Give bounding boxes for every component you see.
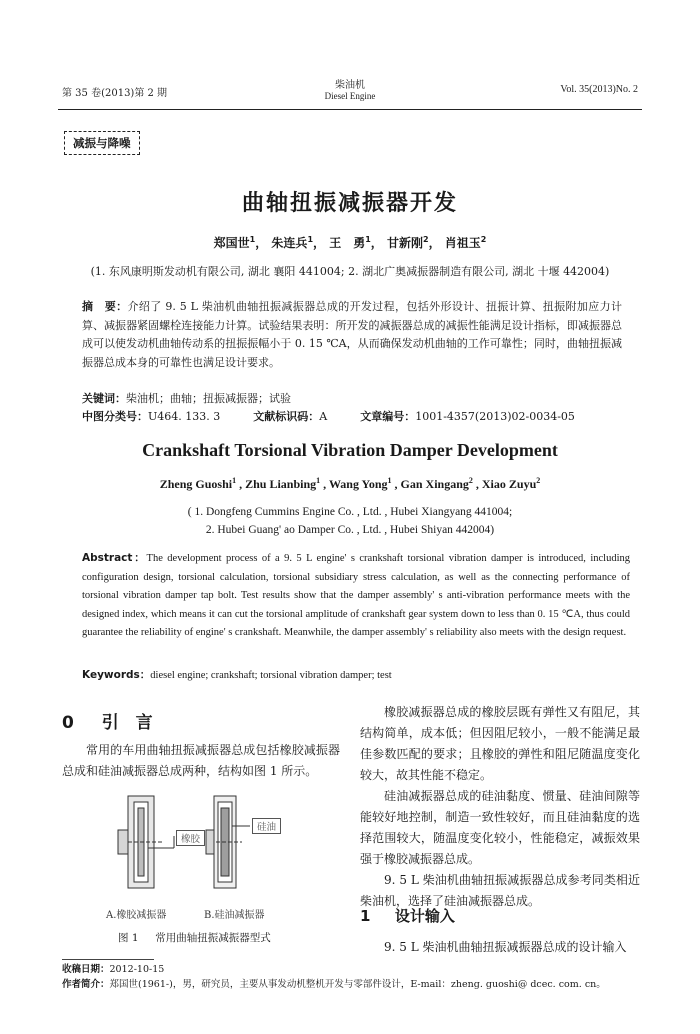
paper-title-cn: 曲轴扭振减振器开发 xyxy=(241,191,458,216)
author-cn: 肖祖玉 xyxy=(444,236,481,250)
section-0-heading xyxy=(62,708,153,733)
author-mark: 2 xyxy=(423,235,429,244)
section-1-heading xyxy=(360,905,455,926)
header-journal-en: Diesel Engine xyxy=(324,91,376,101)
selection-paragraph: 9. 5 L 柴油机曲轴扭振减振器总成参考同类相近柴油机，选择了硅油减振器总成。 xyxy=(360,873,640,908)
affiliation-en-2: 2. Hubei Guang' ao Damper Co. , Ltd. , Hubei Shiyan 442004) xyxy=(205,524,495,536)
author-mark: 2 xyxy=(536,476,541,485)
keywords-cn xyxy=(82,390,622,409)
rubber-paragraph: 橡胶减振器总成的橡胶层既有弹性又有阻尼，其结构简单，成本低；但因阻尼较小，一般不能满足最佳参数匹配的要求；且橡胶的弹性和阻尼随温度变化较大，故其性能不稳定。 xyxy=(360,705,640,782)
author-mark: 1 xyxy=(307,235,314,244)
author-info-label: 作者简介： xyxy=(62,979,110,990)
abstract-en-label: Abstract： xyxy=(82,552,147,564)
header-journal-cn: 柴油机 xyxy=(335,80,365,91)
authors-en: Zheng Guoshi$^1$ , Zhu Lianbing$^1$ , Wang Yong$^1$ , Gan Xingang$^2$ , Xiao Zuyu$^2$ xyxy=(159,476,541,491)
author-cn: 甘新刚 xyxy=(386,236,423,250)
keywords-en-text: diesel engine; crankshaft; torsional vibration damper; test xyxy=(150,670,392,681)
oil-damper-drawing xyxy=(206,796,250,888)
abstract-en xyxy=(82,549,630,643)
rubber-label: 橡胶 xyxy=(176,830,205,846)
figure-1-caption xyxy=(118,930,271,945)
rubber-damper-drawing xyxy=(118,796,174,888)
section-0-title: 引 言 xyxy=(101,713,153,733)
header-volume-en: Vol. 35(2013)No. 2 xyxy=(560,84,638,95)
author-mark: 1 xyxy=(316,476,321,485)
footnote-rule xyxy=(62,959,154,960)
affiliation-en-1: ( 1. Dongfeng Cummins Engine Co. , Ltd. , Hubei Xiangyang 441004; xyxy=(187,506,513,518)
header-rule xyxy=(58,109,642,110)
section-1-title: 设计输入 xyxy=(394,907,455,925)
article-no-value: 1001-4357(2013)02-0034-05 xyxy=(415,410,575,423)
author-en: Zheng Guoshi xyxy=(159,477,233,491)
abstract-cn-label: 摘 要： xyxy=(82,300,128,313)
oil-label: 硅油 xyxy=(252,818,281,834)
doc-code-value: A xyxy=(319,410,328,423)
section-1-number: 1 xyxy=(360,907,371,925)
author-en: Zhu Lianbing xyxy=(245,477,317,491)
article-no-label: 文章编号： xyxy=(360,410,416,423)
figure-1-caption-text: 常用曲轴扭振减振器型式 xyxy=(155,932,271,944)
author-mark: 1 xyxy=(387,476,392,485)
keywords-cn-text: 柴油机；曲轴；扭振减振器；试验 xyxy=(126,392,291,405)
authors-cn: 郑国世$^1$， 朱连兵$^1$， 王 勇$^1$， 甘新刚$^2$， 肖祖玉$^2$ xyxy=(213,235,487,250)
author-en: Wang Yong xyxy=(328,477,388,491)
intro-paragraph: 常用的车用曲轴扭振减振器总成包括橡胶减振器总成和硅油减振器总成两种，结构如图 1 所示。 xyxy=(62,743,340,778)
keywords-en xyxy=(82,666,630,686)
author-info-value: 郑国世(1961-)，男，研究员，主要从事发动机整机开发与零部件设计，E-mail：zheng. guoshi@ dcec. com. cn。 xyxy=(109,979,606,990)
keywords-en-label: Keywords： xyxy=(82,669,151,681)
figure-1-sub-a: A.橡胶减振器 xyxy=(106,910,167,921)
figure-1-sub-b: B.硅油减振器 xyxy=(204,910,265,921)
abstract-cn-text: 介绍了 9. 5 L 柴油机曲轴扭振减振器总成的开发过程，包括外形设计、扭振计算、扭振附加应力计算、减振器紧固螺栓连接能力计算。试验结果表明：所开发的减振器总成的减振性能满足设计指标，即减振器总成可以使发动机曲轴传动系的扭振振幅小于 0. 15 ℃A，从而确保发动机曲轴的工作可靠性；同时，曲轴扭振减振器总成本身的可靠性也满足设计要求。 xyxy=(82,300,622,369)
keywords-cn-label: 关键词： xyxy=(82,392,126,405)
paper-title-en: Crankshaft Torsional Vibration Damper Development xyxy=(142,440,558,460)
design-input-paragraph: 9. 5 L 柴油机曲轴扭振减振器总成的设计输入 xyxy=(384,940,627,954)
figure-1-caption-number: 图 1 xyxy=(118,932,139,944)
clc-value: U464. 133. 3 xyxy=(148,410,221,423)
abstract-cn xyxy=(82,298,622,372)
author-cn: 王 勇 xyxy=(329,236,366,250)
clc-label: 中图分类号： xyxy=(82,410,148,423)
figure-1-drawing xyxy=(100,790,320,902)
author-mark: 1 xyxy=(365,235,371,244)
author-mark: 1 xyxy=(232,476,237,485)
section-0-number: 0 xyxy=(62,713,74,733)
author-mark: 1 xyxy=(249,235,256,244)
author-mark: 2 xyxy=(468,476,473,485)
section-tag: 减振与降噪 xyxy=(64,131,140,155)
date-label: 收稿日期： xyxy=(62,964,110,975)
author-mark: 2 xyxy=(480,235,487,244)
footnote-date xyxy=(62,963,164,977)
doc-code-label: 文献标识码： xyxy=(253,410,320,423)
abstract-en-text: The development process of a 9. 5 L engine' s crankshaft torsional vibration damper is introduced, including configuration design, torsional calculation, torsional subsidiary stress calculation, as well as the connecting performance of torsional vibration damper tap bolt. Test results show that the damper assembly' s anti-vibration performance meets with the designed index, which means it can cut the torsional amplitude of crankshaft gear system down to less than 0. 15 ℃A, thus could guarantee the reliability of engine' s crankshaft. Meanwhile, the damper assembly' s reliability also meets with the design request. xyxy=(82,553,630,639)
header-volume: 第 35 卷(2013)第 2 期 xyxy=(62,88,168,99)
author-cn: 朱连兵 xyxy=(271,236,308,250)
author-en: Gan Xingang xyxy=(400,477,469,491)
footnote-author xyxy=(62,978,642,992)
oil-paragraph: 硅油减振器总成的硅油黏度、惯量、硅油间隙等能较好地控制，制造一致性较好，而且硅油黏度的选择范围较大，随温度变化较小，性能稳定，减振效果强于橡胶减振器总成。 xyxy=(360,789,640,866)
figure-1 xyxy=(100,790,320,902)
affiliation-cn: (1. 东风康明斯发动机有限公司, 湖北 襄阳 441004; 2. 湖北广奥减振器制造有限公司, 湖北 十堰 442004) xyxy=(90,265,610,278)
classification-line xyxy=(82,408,642,427)
date-value: 2012-10-15 xyxy=(109,964,165,975)
author-en: Xiao Zuyu xyxy=(481,477,537,491)
author-cn: 郑国世 xyxy=(213,236,250,250)
